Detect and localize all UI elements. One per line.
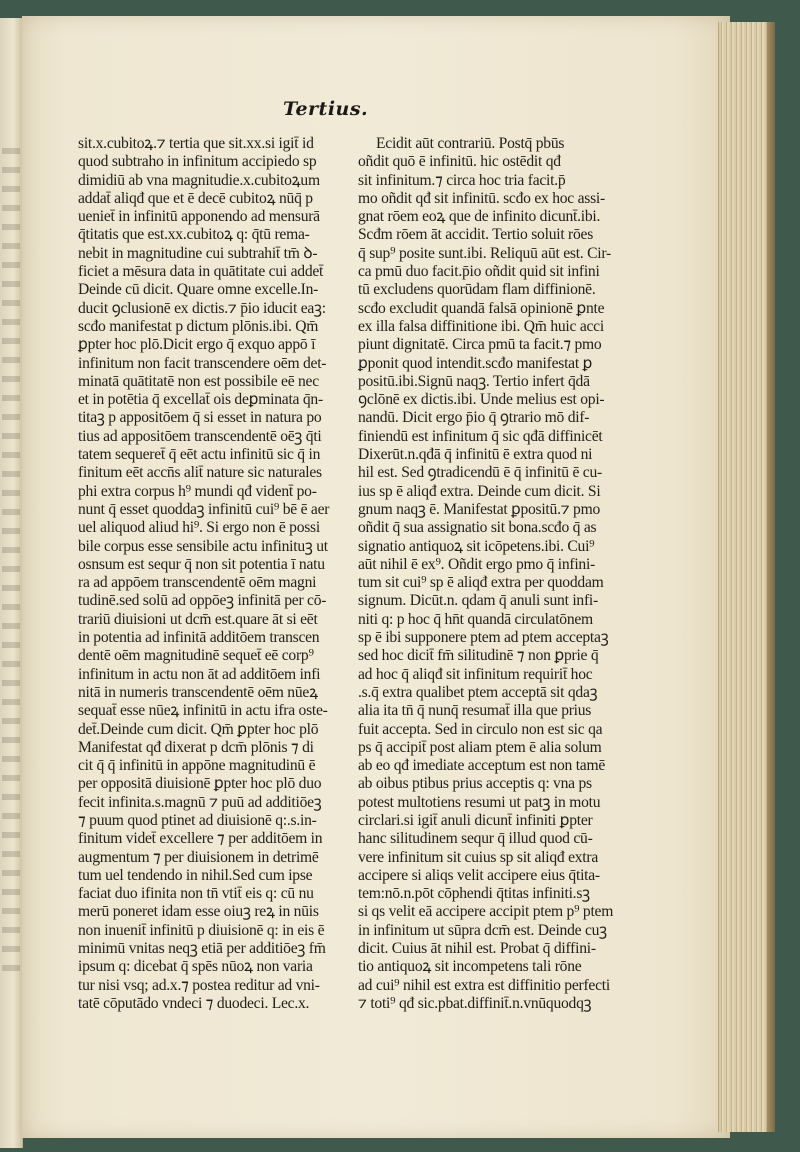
text-line: Dixerūt.n.qđā q̄ infinitū ē extra quod ni [358, 446, 593, 464]
text-line: faciat duo ifinita non tn̄ vtit̄ eis q: cū nu [78, 885, 314, 903]
text-line: ex illa falsa diffinitione ibi. Qm̄ huic acci [358, 317, 604, 335]
text-line: ueniet̄ in infinitū apponendo ad mensurā [78, 208, 320, 226]
page-edges [718, 22, 775, 1132]
text-line: finitum eēt accn̄s alit̄ nature sic naturales [78, 464, 322, 482]
text-line: scđo manifestat p dictum plōnis.ibi. Qm̄ [78, 317, 319, 335]
text-line: ad cui⁹ nihil est extra est diffinitio perfecti [358, 976, 610, 994]
text-line: in infinitum ut sūpra dcm̄ est. Deinde cuꝫ [358, 921, 607, 939]
text-line: tatem sequeret̄ q̄ eēt actu infinitū sic q̄ in [78, 446, 321, 464]
text-line: quod subtraho in infinitum accipiedo sp [78, 153, 317, 171]
text-line: Scđm rōem āt accidit. Tertio soluit rōes [358, 226, 594, 244]
text-line: dentē oēm magnitudinē sequet̄ eē corp⁹ [78, 647, 314, 665]
text-line: nebit in magnitudine cui subtrahit̄ tm̄ ꝺ- [78, 244, 318, 262]
text-line: ab oibus ptibus prius acceptis q: vna ps [358, 775, 592, 793]
text-line: finitum videt̄ excellere ⁊ per additōem in [78, 830, 323, 848]
running-head: Tertius. [283, 98, 369, 120]
text-line: ducit ꝯclusionē ex dictis.⁊ p̄io iducit eaꝫ: [78, 299, 326, 317]
text-line: gnat rōem eoꝝ que de infinito dicunt̄.ibi. [358, 208, 601, 226]
text-line: hil est. Sed ꝯtradicendū ē q̄ infinitū ē cu- [358, 464, 602, 482]
text-line: per oppositā diuisionē ꝑpter hoc plō duo [78, 775, 322, 793]
text-line: addat̄ aliqđ que et ē decē cubitoꝝ nūq̄ p [78, 189, 313, 207]
text-line: Manifestat qđ dixerat p dcm̄ plōnis ⁊ di [78, 738, 314, 756]
text-line: ficiet a mēsura data in quātitate cui addet̄ [78, 263, 324, 281]
text-line: fecit infinita.s.magnū ⁊ puū ad additiōeꝫ [78, 793, 322, 811]
text-line: Deinde cū dicit. Quare omne excelle.In- [78, 281, 319, 299]
text-line: ꝑpter hoc plō.Dicit ergo q̄ exquo appō ī [78, 336, 316, 354]
text-line: minatā quātitatē non est possibile eē nec [78, 372, 319, 390]
text-line: det̄.Deinde cum dicit. Qm̄ ꝑpter hoc plō [78, 720, 319, 738]
text-line: tius ad appositōem transcendentē oēꝫ q̄ti [78, 427, 322, 445]
text-line: aūt nihil ē ex⁹. Oñdit ergo pmo q̄ infini- [358, 555, 595, 573]
text-line: finiendū est infinitum q̄ sic qđā diffinicēt [358, 427, 603, 445]
text-line: infinitum in actu non āt ad additōem infi [78, 665, 321, 683]
text-line: tatē cōputādo vndeci ⁊ duodeci. Lec.x. [78, 994, 310, 1012]
text-line: ꝑponit quod intendit.scđo manifestat ꝑ [358, 354, 593, 372]
text-line: ca pmū duo facit.p̄io oñdit quid sit infini [358, 263, 600, 281]
right-text-column [358, 135, 614, 1013]
text-line: si qs velit eā accipere accipit ptem p⁹ ptem [358, 903, 614, 921]
text-line: circlari.si igit̄ anuli dicunt̄ infiniti ꝑpter [358, 811, 593, 829]
text-line: merū poneret idam esse oiuꝫ reꝝ in nūis [78, 903, 319, 921]
text-line: nunt q̄ esset quoddaꝫ infinitū cui⁹ bē ē aer [78, 500, 330, 518]
text-line: signatio antiquoꝝ sit icōpetens.ibi. Cui⁹ [358, 537, 595, 555]
text-line: q̄titatis que est.xx.cubitoꝝ q: q̄tū rema- [78, 226, 310, 244]
text-line: sed hoc dicit̄ fm̄ silitudinē ⁊ non ꝑprie q̄ [358, 647, 599, 665]
text-line: oñdit quō ē infinitū. hic ostēdit qđ [358, 153, 561, 171]
text-line: ps q̄ accipit̄ post aliam ptem ē alia solum [358, 738, 602, 756]
text-line: trariū diuisioni ut dcm̄ est.quare āt si eēt [78, 610, 318, 628]
text-line: ra ad appōem transcendentē oēm magni [78, 574, 317, 592]
text-line: nitā in numeris transcendentē oēm nūeꝝ [78, 683, 318, 701]
text-line: cit q̄ q̄ infinitū in appōne magnitudinū ē [78, 757, 316, 775]
text-line: sit infinitum.⁊ circa hoc tria facit.p̄ [358, 171, 566, 189]
text-line: minimū vnitas neqꝫ etiā per additiōeꝫ fm̄ [78, 940, 326, 958]
text-line: in potentia ad infinitā additōem transcen [78, 629, 320, 647]
text-line: mo oñdit qđ sit infinitū. scđo ex hoc assi- [358, 189, 605, 207]
text-line: infinitum non facit transcendere oēm det- [78, 354, 327, 372]
text-line: oñdit q̄ sua assignatio sit bona.scđo q̄ as [358, 519, 597, 537]
text-line: augmentum ⁊ per diuisionem in detrimē [78, 848, 319, 866]
text-line: dicit. Cuius āt nihil est. Probat q̄ diffini- [358, 940, 596, 958]
text-line: phi extra corpus h⁹ mundi qđ vident̄ po- [78, 482, 317, 500]
text-line: niti q: p hoc q̄ hn̄t quandā circulatōnem [358, 610, 593, 628]
text-line: accipere si aliqs velit accipere eius q̄tita- [358, 866, 600, 884]
text-line: ab eo qđ imediate acceptum est non tamē [358, 757, 606, 775]
text-line: .s.q̄ extra qualibet ptem acceptā sit qdaꝫ [358, 683, 598, 701]
text-line: ipsum q: dicebat q̄ spēs nūoꝝ non varia [78, 958, 313, 976]
text-line: q̄ sup⁹ posite sunt.ibi. Reliquū aūt est. Cir- [358, 244, 611, 262]
text-line: vere infinitum sit cuius sp sit aliqđ extra [358, 848, 599, 866]
text-line: dimidiū ab vna magnitudie.x.cubitoꝝum [78, 171, 320, 189]
text-line: positū.ibi.Signū naqꝫ. Tertio infert q̄dā [358, 372, 590, 390]
text-line: sp ē ibi supponere ptem ad ptem acceptaꝫ [358, 629, 609, 647]
text-line: hanc silitudinem sequr q̄ illud quod cū- [358, 830, 593, 848]
text-line: bile corpus esse sensibile actu infinituꝫ ut [78, 537, 328, 555]
text-line: non inuenit̄ infinitū p diuisionē q: in eis ē [78, 921, 325, 939]
text-line: ꝯclōnē ex dictis.ibi. Unde melius est opi- [358, 391, 605, 409]
text-line: osnsum est sequr q̄ non sit potentia ī natu [78, 555, 325, 573]
text-line: sit.x.cubitoꝝ.⁊ tertia que sit.xx.si igit̄ id [78, 135, 314, 152]
text-line: ⁊ puum quod ptinet ad diuisionē q:.s.in- [78, 811, 317, 829]
text-line: tudinē.sed solū ad oppōeꝫ infinitā per cō- [78, 592, 327, 610]
text-line: uel aliquod aliud hi⁹. Si ergo non ē possi [78, 519, 320, 537]
text-line: fuit accepta. Sed in circulo non est sic qa [358, 720, 603, 738]
text-line: ⁊ toti⁹ qđ sic.pbat.diffinit̄.n.vnūquodqꝫ [358, 994, 592, 1012]
text-line: tur nisi vsq; ad.x.⁊ postea reditur ad vni- [78, 976, 320, 994]
text-line: scđo excludit quandā falsā opinionē ꝑnte [358, 299, 605, 317]
text-line: tum uel tendendo in nihil.Sed cum ipse [78, 866, 313, 884]
text-line: et in potētia q̄ excellat̄ ois deꝑminata q̄n- [78, 391, 323, 409]
text-line: titaꝫ p appositōem q̄ si esset in natura po [78, 409, 322, 427]
text-line: ad hoc q̄ aliqđ sit infinitum requirit̄ hoc [358, 665, 593, 683]
text-line: tem:nō.n.pōt cōphendi q̄titas infiniti.sꝫ [358, 885, 590, 903]
text-line: signum. Dicūt.n. qdam q̄ anuli sunt infi- [358, 592, 598, 610]
text-line: tū excludens quorūdam flam diffinionē. [358, 281, 596, 299]
text-line: nandū. Dicit ergo p̄io q̄ ꝯtrario mō dif- [358, 409, 590, 427]
text-line: tio antiquoꝝ sit incompetens tali rōne [358, 958, 582, 976]
text-line: ius sp ē aliqđ extra. Deinde cum dicit. Si [358, 482, 601, 500]
text-line: piunt dignitatē. Circa pmū ta facit.⁊ pmo [358, 336, 602, 354]
text-line: tum sit cui⁹ sp ē aliqđ extra per quoddam [358, 574, 604, 592]
facing-page-edge [0, 18, 23, 1148]
text-line: sequat̄ esse nūeꝝ infinitū in actu ifra oste- [78, 702, 328, 720]
text-line: potest multotiens resumi ut patꝫ in motu [358, 793, 601, 811]
text-line: Ecidit aūt contrariū. Postq̄ pbūs [376, 135, 565, 152]
text-line: gnum naqꝫ ē. Manifestat ꝑpositū.⁊ pmo [358, 500, 601, 518]
left-text-column [78, 135, 330, 1013]
text-line: alia ita tn̄ q̄ nunq̄ resumat̄ illa que prius [358, 702, 592, 720]
